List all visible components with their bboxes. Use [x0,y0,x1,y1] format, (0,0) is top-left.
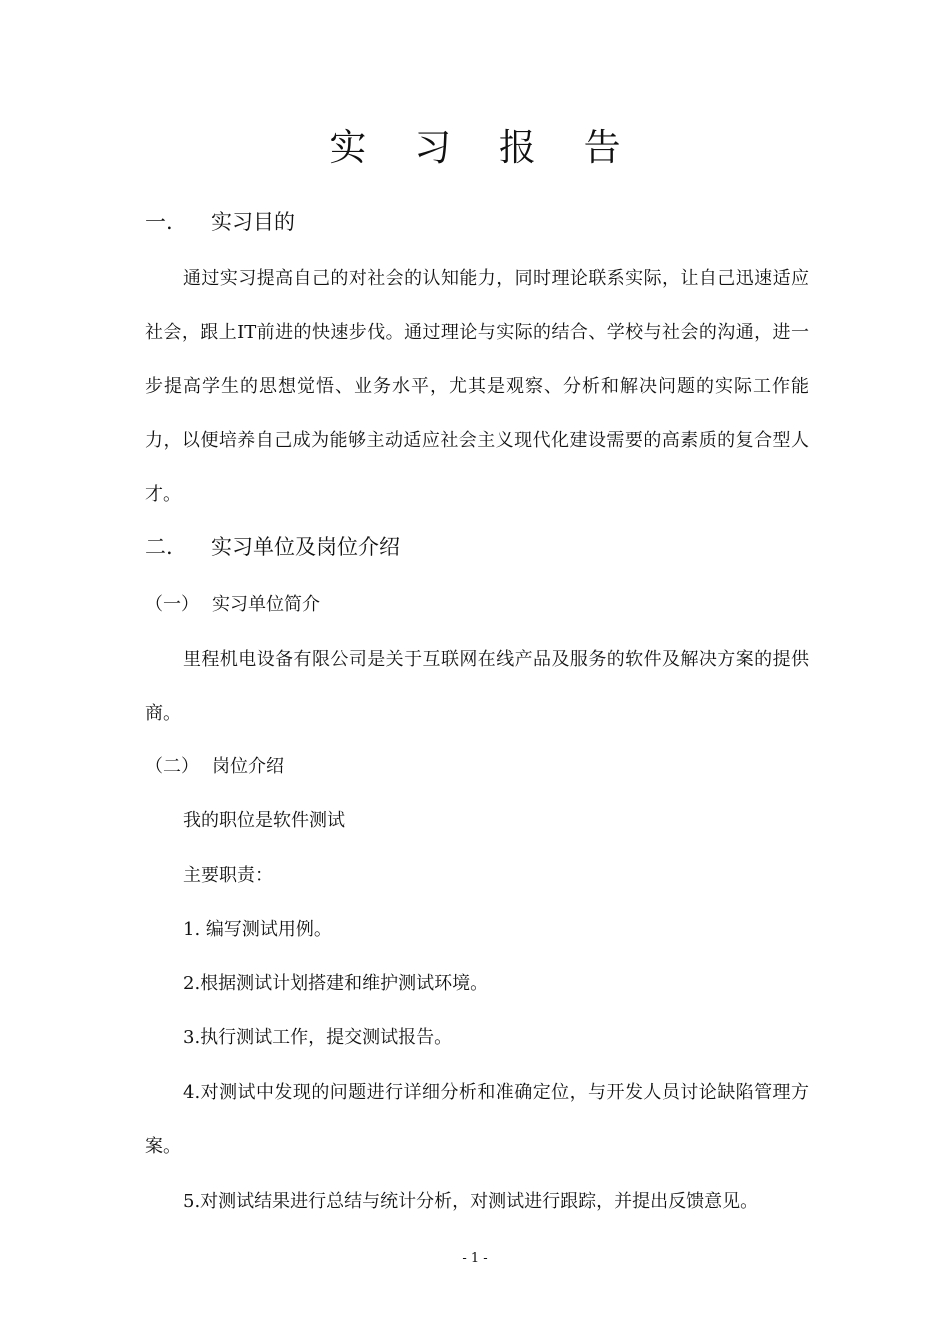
duty-item-5: 5.对测试结果进行总结与统计分析，对测试进行跟踪，并提出反馈意见。 [183,1191,759,1212]
subsection-title: 实习单位简介 [212,594,320,615]
duty-item-4: 4.对测试中发现的问题进行详细分析和准确定位，与开发人员讨论缺陷管理方案。 [145,1082,809,1157]
document-title: 实 习 报 告 [329,126,639,169]
subsection-heading-company [145,592,320,618]
position-line: 我的职位是软件测试 [183,810,345,831]
company-paragraph: 里程机电设备有限公司是关于互联网在线产品及服务的软件及解决方案的提供商。 [145,649,809,724]
section-heading-unit [145,533,400,561]
purpose-paragraph: 通过实习提高自己的对社会的认知能力，同时理论联系实际，让自己迅速适应社会，跟上IT前进的快速步伐。通过理论与实际的结合、学校与社会的沟通，进一步提高学生的思想觉悟、业务水平，尤其是观察、分析和解决问题的实际工作能力，以便培养自己成为能够主动适应社会主义现代化建设需要的高素质的复合型人才。 [145,268,809,505]
section-number: 二. [145,535,173,559]
section-number: 一. [145,210,173,234]
subsection-number: （二） [145,756,199,777]
duty-item-3: 3.执行测试工作，提交测试报告。 [183,1027,453,1048]
duties-label: 主要职责： [183,865,273,886]
subsection-heading-position [145,754,284,780]
duty-item-2: 2.根据测试计划搭建和维护测试环境。 [183,973,489,994]
section-title: 实习目的 [211,210,295,234]
subsection-title: 岗位介绍 [212,756,284,777]
section-heading-purpose [145,208,295,236]
duty-item-1: 1. 编写测试用例。 [183,919,332,940]
section-title: 实习单位及岗位介绍 [211,535,400,559]
subsection-number: （一） [145,594,199,615]
page-number: - 1 - [462,1251,488,1266]
